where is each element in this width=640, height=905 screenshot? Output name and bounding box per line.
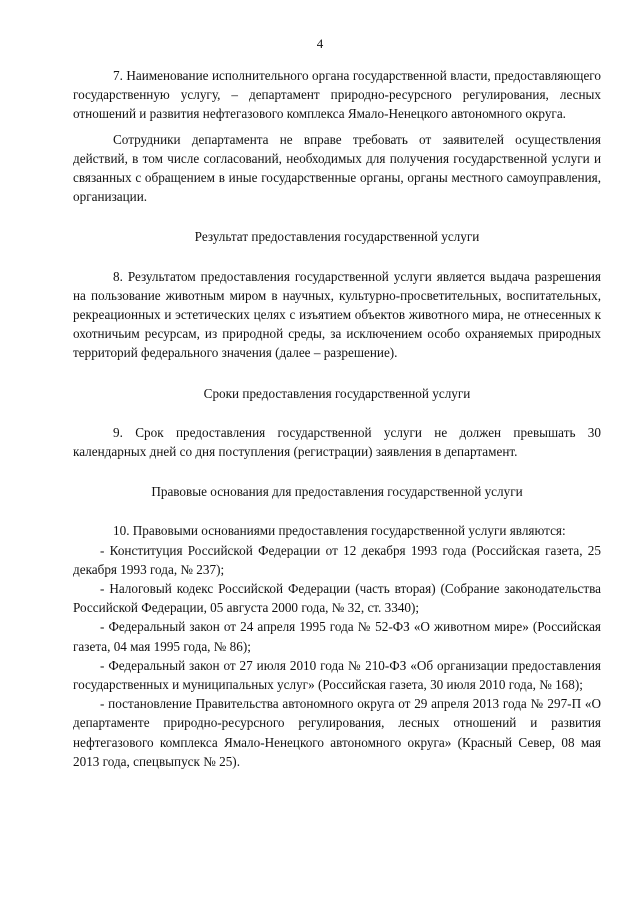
paragraph-7: 7. Наименование исполнительного органа государственной власти, предоставляющего государственную услугу, – департамент природно-ресурсного регулирования, лесных отношений и развития нефтегазового комплекса Ямало-Ненецкого автономного округа. (73, 68, 601, 122)
section-heading-legal: Правовые основания для предоставления государственной услуги (151, 484, 523, 500)
section-heading-terms: Сроки предоставления государственной услуги (203, 385, 471, 401)
paragraph-7-continued: Сотрудники департамента не вправе требовать от заявителей осуществления действий, в том числе согласований, необходимых для получения государственной услуги и связанных с обращением в иные государственные органы, органы местного самоуправления, организации. (73, 131, 601, 205)
paragraph-8: 8. Результатом предоставления государственной услуги является выдача разрешения на пользование животным миром в научных, культурно-просветительных, воспитательных, рекреационных и эстетических целях с изъятием объектов животного мира, не отнесенных к охотничьим ресурсам, из природной среды, за исключением особо охраняемых природных территорий федерального значения (далее – разрешение). (73, 268, 601, 361)
legal-basis-item: - постановление Правительства автономного округа от 29 апреля 2013 года № 297-П «О департаменте природно-ресурсного регулирования, лесных отношений и развития нефтегазового комплекса Ямало-Ненецкого автономного округа» (Красный Север, 08 мая 2013 года, спецвыпуск № 25). (73, 696, 601, 769)
paragraph-10: 10. Правовыми основаниями предоставления государственной услуги являются: (113, 523, 566, 539)
section-heading-result: Результат предоставления государственной услуги (194, 229, 480, 245)
legal-basis-item: - Федеральный закон от 24 апреля 1995 года № 52-ФЗ «О животном мире» (Российская газета, 04 мая 1995 года, № 86); (73, 619, 601, 654)
legal-basis-item: - Налоговый кодекс Российской Федерации (часть вторая) (Собрание законодательства Российской Федерации, 05 августа 2000 года, № 32, ст. 3340); (73, 581, 601, 616)
document-body (73, 66, 601, 771)
legal-basis-item: - Федеральный закон от 27 июля 2010 года № 210-ФЗ «Об организации предоставления государственных и муниципальных услуг» (Российская газета, 30 июля 2010 года, № 168); (73, 657, 601, 693)
paragraph-9: 9. Срок предоставления государственной услуги не должен превышать 30 календарных дней со дня поступления (регистрации) заявления в департамент. (73, 424, 601, 460)
page-number: 4 (316, 36, 324, 51)
legal-basis-item: - Конституция Российской Федерации от 12 декабря 1993 года (Российская газета, 25 декабря 1993 года, № 237); (73, 542, 601, 577)
